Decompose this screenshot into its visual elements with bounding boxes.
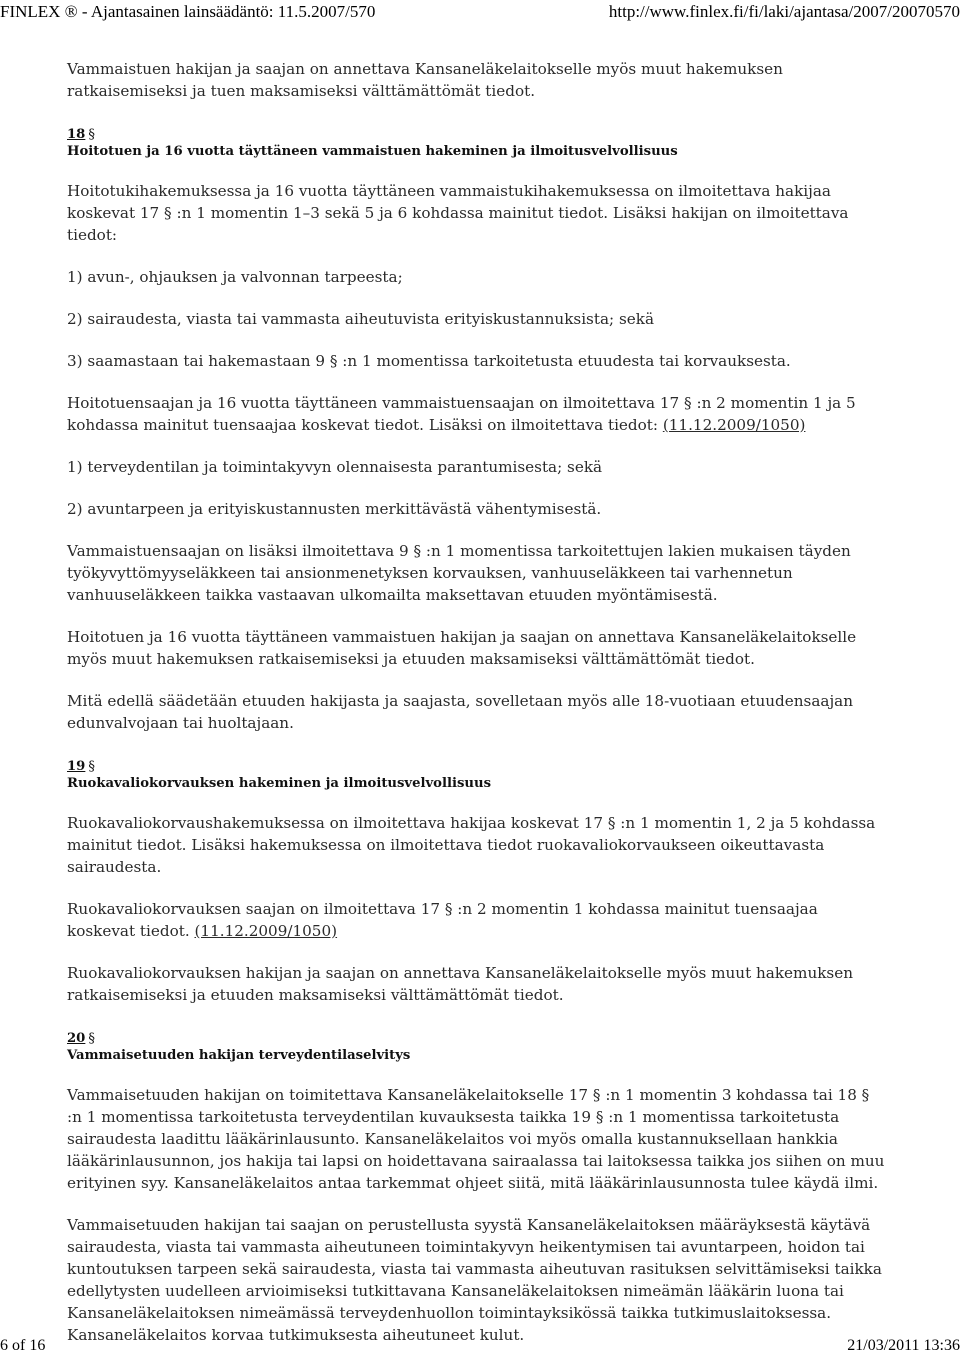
section-18-item-5: 2) avuntarpeen ja erityiskustannusten merkittävästä vähentymisestä. bbox=[67, 500, 602, 518]
section-18-paragraph-5: Mitä edellä säädetään etuuden hakijasta ja saajasta, sovelletaan myös alle 18-vuotiaan etuudensaajan edunvalvojaan tai huoltajaan. bbox=[67, 692, 853, 732]
section-18-title: Hoitotuen ja 16 vuotta täyttäneen vammaistuen hakeminen ja ilmoitusvelvollisuus bbox=[67, 144, 678, 159]
section-18-paragraph-2: Hoitotuensaajan ja 16 vuotta täyttäneen vammaistuensaajan on ilmoitettava 17 § :n 2 momentin 1 ja 5 kohdassa mainitut tuensaajaa koskevat tiedot. Lisäksi on ilmoitettava tiedot: (11.12.2009/1050) bbox=[67, 394, 856, 434]
section-sign-icon: § bbox=[88, 1031, 95, 1046]
header-document-title: FINLEX ® - Ajantasainen lainsäädäntö: 11.5.2007/570 bbox=[0, 2, 376, 21]
amendment-link[interactable]: (11.12.2009/1050) bbox=[194, 922, 338, 940]
section-19-title: Ruokavaliokorvauksen hakeminen ja ilmoitusvelvollisuus bbox=[67, 776, 492, 791]
print-header bbox=[0, 0, 960, 24]
section-20-title: Vammaisetuuden hakijan terveydentilaselvitys bbox=[67, 1048, 411, 1063]
footer-page-number: 6 of 16 bbox=[0, 1337, 46, 1354]
section-19-number-link[interactable]: 19 § bbox=[67, 759, 95, 774]
section-19-paragraph-2: Ruokavaliokorvauksen saajan on ilmoitettava 17 § :n 2 momentin 1 kohdassa mainitut tuensaajaa koskevat tiedot. (11.12.2009/1050) bbox=[67, 900, 818, 940]
amendment-link[interactable]: (11.12.2009/1050) bbox=[662, 416, 806, 434]
section-sign-icon: § bbox=[88, 127, 95, 142]
section-20-paragraph-2: Vammaisetuuden hakijan tai saajan on perustellusta syystä Kansaneläkelaitoksen määräyksestä käytävä sairaudesta, viasta tai vammasta aiheutuneen toimintakyvyn heikentymisen tai avuntarpeen, hoidon tai kuntoutuksen tarpeen sekä sairaudesta, viasta tai vammasta aiheutuvan rasituksen selvittämiseksi taikka edellytysten uudelleen arvioimiseksi tutkittavana Kansaneläkelaitoksen nimeämän lääkärin luona tai Kansaneläkelaitoksen nimeämässä terveydenhuollon toimintayksikössä taikka tutkimuslaitoksessa. Kansaneläkelaitos korvaa tutkimuksesta aiheutuneet kulut. bbox=[67, 1216, 882, 1344]
section-20-heading bbox=[67, 1030, 887, 1064]
section-20-number-link[interactable]: 20 § bbox=[67, 1031, 95, 1046]
section-19-heading bbox=[67, 758, 887, 792]
section-18-item-1: 1) avun-, ohjauksen ja valvonnan tarpeesta; bbox=[67, 268, 403, 286]
section-18-heading bbox=[67, 126, 887, 160]
section-18-number-link[interactable]: 18 § bbox=[67, 127, 95, 142]
section-sign-icon: § bbox=[88, 759, 95, 774]
section-19-paragraph-1: Ruokavaliokorvaushakemuksessa on ilmoitettava hakijaa koskevat 17 § :n 1 momentin 1, 2 ja 5 kohdassa mainitut tiedot. Lisäksi hakemuksessa on ilmoitettava tiedot ruokavaliokorvaukseen oikeuttavasta sairaudesta. bbox=[67, 814, 876, 876]
section-18-paragraph-1: Hoitotukihakemuksessa ja 16 vuotta täyttäneen vammaistukihakemuksessa on ilmoitettava hakijaa koskevat 17 § :n 1 momentin 1–3 sekä 5 ja 6 kohdassa mainitut tiedot. Lisäksi hakijan on ilmoitettava tiedot: bbox=[67, 182, 849, 244]
section-18-paragraph-4: Hoitotuen ja 16 vuotta täyttäneen vammaistuen hakijan ja saajan on annettava Kansaneläkelaitokselle myös muut hakemuksen ratkaisemiseksi ja etuuden maksamiseksi välttämättömät tiedot. bbox=[67, 628, 857, 668]
section-18-item-2: 2) sairaudesta, viasta tai vammasta aiheutuvista erityiskustannuksista; sekä bbox=[67, 310, 654, 328]
section-18-paragraph-3: Vammaistuensaajan on lisäksi ilmoitettava 9 § :n 1 momentissa tarkoitettujen lakien mukaisen täyden työkyvyttömyyseläkkeen tai ansionmenetyksen korvauksen, vanhuuseläkkeen tai varhennetun vanhuuseläkkeen taikka vastaavan ulkomailta maksettavan etuuden myöntämisestä. bbox=[67, 542, 851, 604]
intro-paragraph: Vammaistuen hakijan ja saajan on annettava Kansaneläkelaitokselle myös muut hakemuksen ratkaisemiseksi ja tuen maksamiseksi välttämättömät tiedot. bbox=[67, 60, 783, 100]
document-content bbox=[67, 58, 887, 1346]
section-20-paragraph-1: Vammaisetuuden hakijan on toimitettava Kansaneläkelaitokselle 17 § :n 1 momentin 3 kohdassa tai 18 § :n 1 momentissa tarkoitetusta terveydentilan kuvauksesta taikka 19 § :n 1 momentissa tarkoitetusta sairaudesta laadittu lääkärinlausunto. Kansaneläkelaitos voi myös omalla kustannuksellaan hankkia lääkärinlausunnon, jos hakija tai lapsi on hoidettavana sairaalassa tai laitoksessa taikka jos siihen on muu erityinen syy. Kansaneläkelaitos antaa tarkemmat ohjeet siitä, mitä lääkärinlausunnosta tulee käydä ilmi. bbox=[67, 1086, 885, 1192]
header-url: http://www.finlex.fi/fi/laki/ajantasa/2007/20070570 bbox=[608, 2, 960, 21]
section-19-paragraph-3: Ruokavaliokorvauksen hakijan ja saajan on annettava Kansaneläkelaitokselle myös muut hakemuksen ratkaisemiseksi ja etuuden maksamiseksi välttämättömät tiedot. bbox=[67, 964, 853, 1004]
footer-datetime: 21/03/2011 13:36 bbox=[847, 1337, 960, 1354]
section-18-item-3: 3) saamastaan tai hakemastaan 9 § :n 1 momentissa tarkoitetusta etuudesta tai korvauksesta. bbox=[67, 352, 791, 370]
print-footer bbox=[0, 1336, 960, 1356]
section-18-item-4: 1) terveydentilan ja toimintakyvyn olennaisesta parantumisesta; sekä bbox=[67, 458, 603, 476]
